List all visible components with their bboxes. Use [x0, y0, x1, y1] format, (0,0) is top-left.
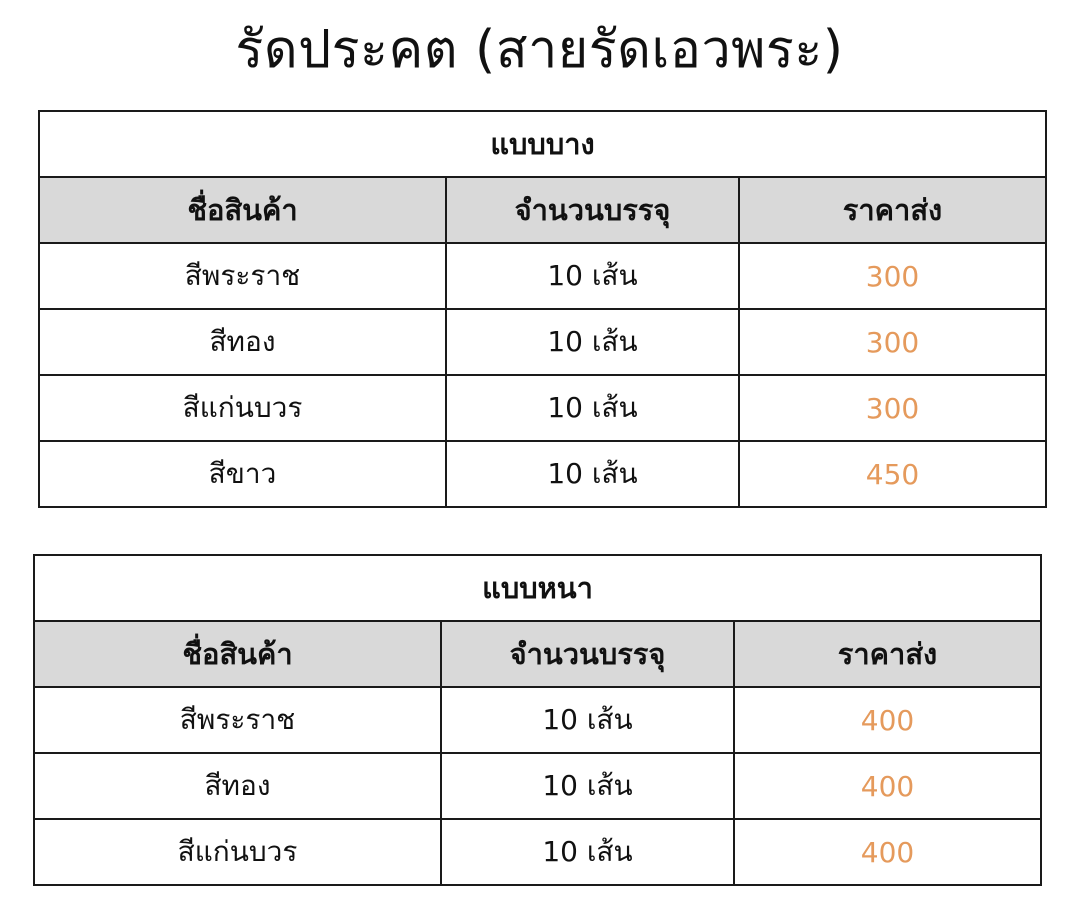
price-cell: 450	[739, 441, 1046, 507]
product-name-cell: สีทอง	[39, 309, 446, 375]
section-header-row	[39, 111, 1046, 177]
column-header-price: ราคาส่ง	[739, 177, 1046, 243]
price-cell: 300	[739, 243, 1046, 309]
column-header-name: ชื่อสินค้า	[39, 177, 446, 243]
quantity-cell: 10 เส้น	[441, 753, 734, 819]
column-header-quantity: จำนวนบรรจุ	[446, 177, 739, 243]
column-header-price: ราคาส่ง	[734, 621, 1041, 687]
quantity-cell: 10 เส้น	[446, 309, 739, 375]
product-name-cell: สีพระราช	[39, 243, 446, 309]
product-name-cell: สีขาว	[39, 441, 446, 507]
table-row	[34, 819, 1041, 885]
quantity-cell: 10 เส้น	[441, 687, 734, 753]
price-cell: 400	[734, 753, 1041, 819]
product-name-cell: สีทอง	[34, 753, 441, 819]
page-title: รัดประคต (สายรัดเอวพระ)	[235, 20, 844, 80]
column-header-row	[39, 177, 1046, 243]
column-header-quantity: จำนวนบรรจุ	[441, 621, 734, 687]
section-header-row	[34, 555, 1041, 621]
product-name-cell: สีแก่นบวร	[39, 375, 446, 441]
quantity-cell: 10 เส้น	[446, 441, 739, 507]
table-row	[39, 375, 1046, 441]
price-cell: 400	[734, 687, 1041, 753]
section-heading: แบบบาง	[39, 111, 1046, 177]
price-table-thin	[38, 110, 1047, 508]
quantity-cell: 10 เส้น	[441, 819, 734, 885]
table-row	[39, 243, 1046, 309]
quantity-cell: 10 เส้น	[446, 375, 739, 441]
quantity-cell: 10 เส้น	[446, 243, 739, 309]
product-name-cell: สีแก่นบวร	[34, 819, 441, 885]
price-table-thick	[33, 554, 1042, 886]
column-header-name: ชื่อสินค้า	[34, 621, 441, 687]
column-header-row	[34, 621, 1041, 687]
table-row	[39, 441, 1046, 507]
table-row	[34, 687, 1041, 753]
product-name-cell: สีพระราช	[34, 687, 441, 753]
table-row	[34, 753, 1041, 819]
section-heading: แบบหนา	[34, 555, 1041, 621]
table-row	[39, 309, 1046, 375]
price-cell: 400	[734, 819, 1041, 885]
price-cell: 300	[739, 375, 1046, 441]
price-cell: 300	[739, 309, 1046, 375]
